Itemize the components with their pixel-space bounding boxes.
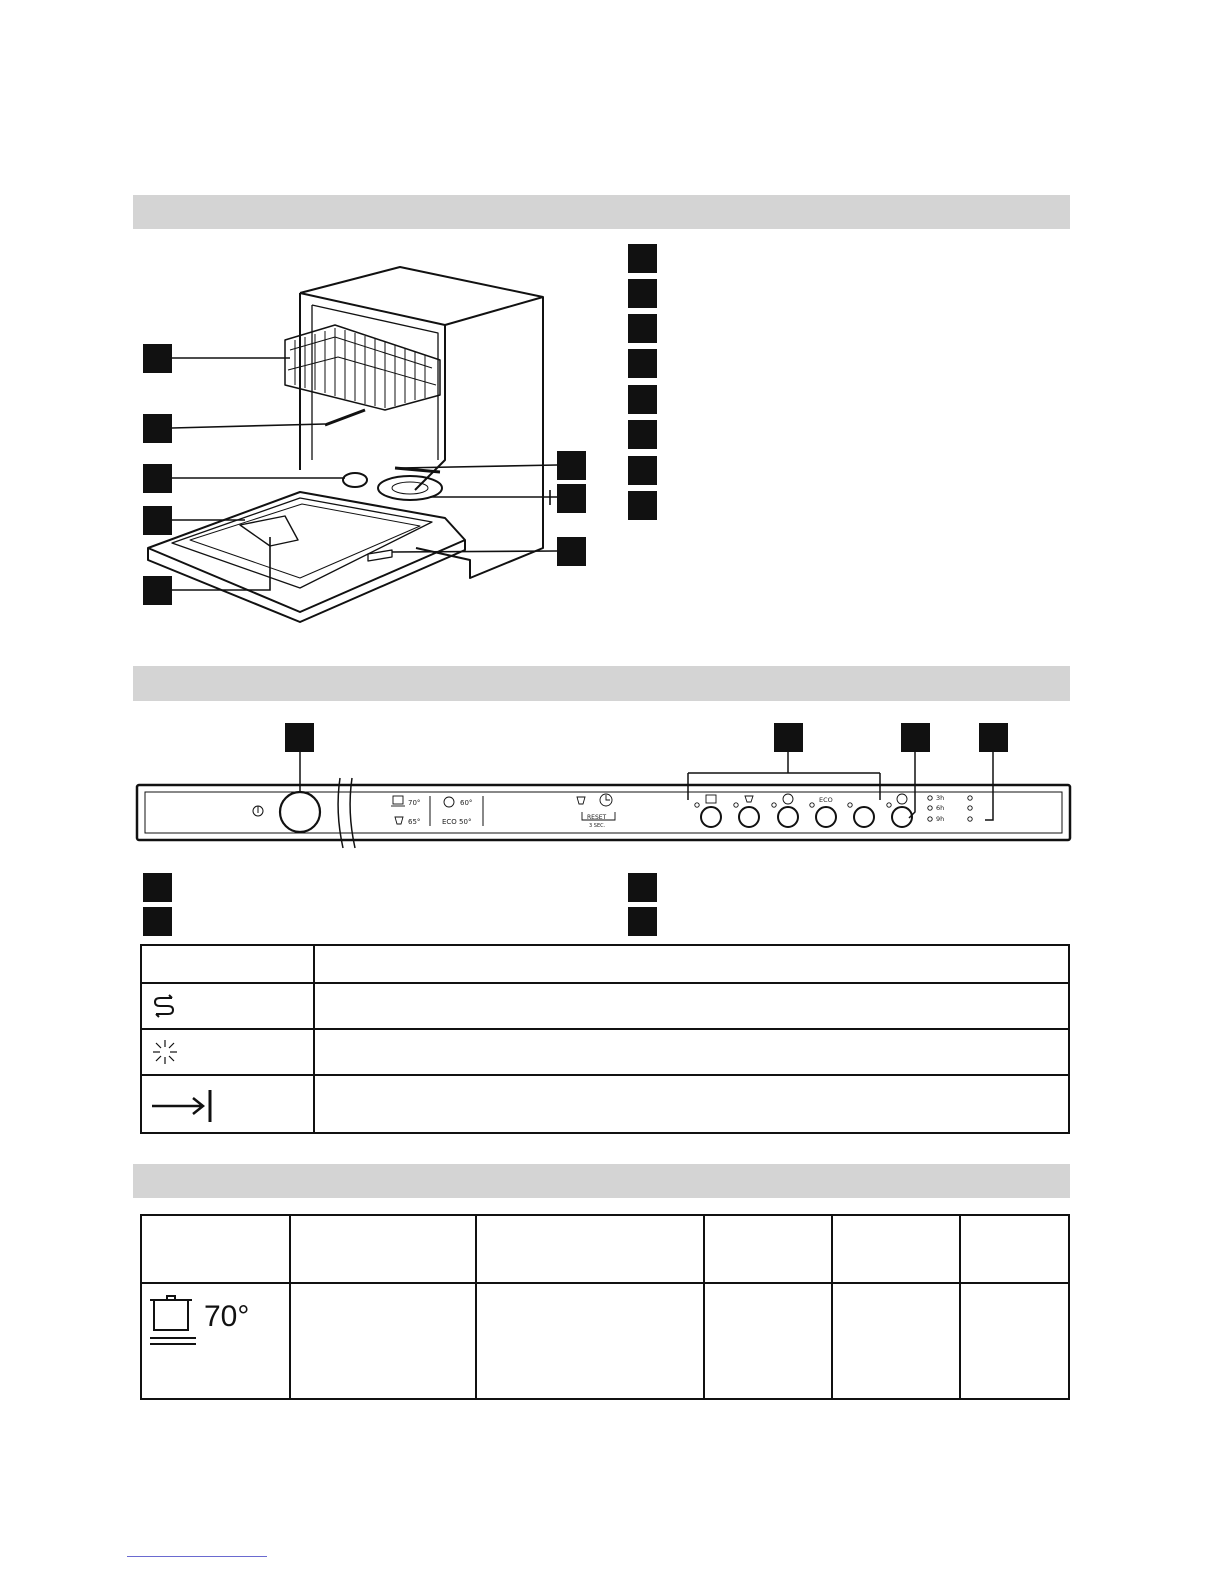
panel-delay-3h: 3h [936, 794, 945, 802]
programme-header-cell [476, 1215, 704, 1283]
programme-header-cell [960, 1215, 1069, 1283]
panel-eco-label: ECO [819, 796, 833, 804]
end-indicator-icon [150, 1084, 220, 1124]
programme-cell [960, 1283, 1069, 1399]
programme-cell [141, 1283, 290, 1399]
footer-link-rule [127, 1556, 267, 1557]
pot-intensive-icon [146, 1294, 206, 1354]
panel-temp-65: 65° [408, 818, 421, 826]
panel-reset-hold: 3 SEC. [589, 823, 606, 829]
panel-delay-9h: 9h [936, 815, 945, 823]
programme-cell [290, 1283, 476, 1399]
indicator-header-cell [141, 945, 314, 983]
panel-delay-6h: 6h [936, 804, 945, 812]
legend-marker [143, 907, 172, 936]
programme-cell [704, 1283, 832, 1399]
indicator-cell [141, 983, 314, 1029]
rinse-aid-indicator-icon [150, 1037, 180, 1067]
programme-header-cell [832, 1215, 960, 1283]
programme-temperature: 70° [204, 1300, 250, 1333]
description-cell [314, 1029, 1069, 1075]
legend-marker [628, 907, 657, 936]
panel-reset: RESET [587, 814, 607, 821]
description-header-cell [314, 945, 1069, 983]
programme-header-cell [290, 1215, 476, 1283]
panel-temp-60: 60° [460, 799, 473, 807]
programme-cell [832, 1283, 960, 1399]
programme-header-cell [704, 1215, 832, 1283]
legend-marker [143, 873, 172, 902]
salt-indicator-icon [150, 991, 180, 1021]
legend-marker [628, 873, 657, 902]
indicator-cell [141, 1029, 314, 1075]
programme-cell [476, 1283, 704, 1399]
programme-table [140, 1214, 1070, 1400]
description-cell [314, 1075, 1069, 1133]
panel-temp-70: 70° [408, 799, 421, 807]
indicator-cell [141, 1075, 314, 1133]
programme-header-cell [141, 1215, 290, 1283]
panel-eco-50: ECO 50° [442, 818, 472, 826]
section-header-programmes [133, 1164, 1070, 1198]
description-cell [314, 983, 1069, 1029]
indicator-table [140, 944, 1070, 1134]
